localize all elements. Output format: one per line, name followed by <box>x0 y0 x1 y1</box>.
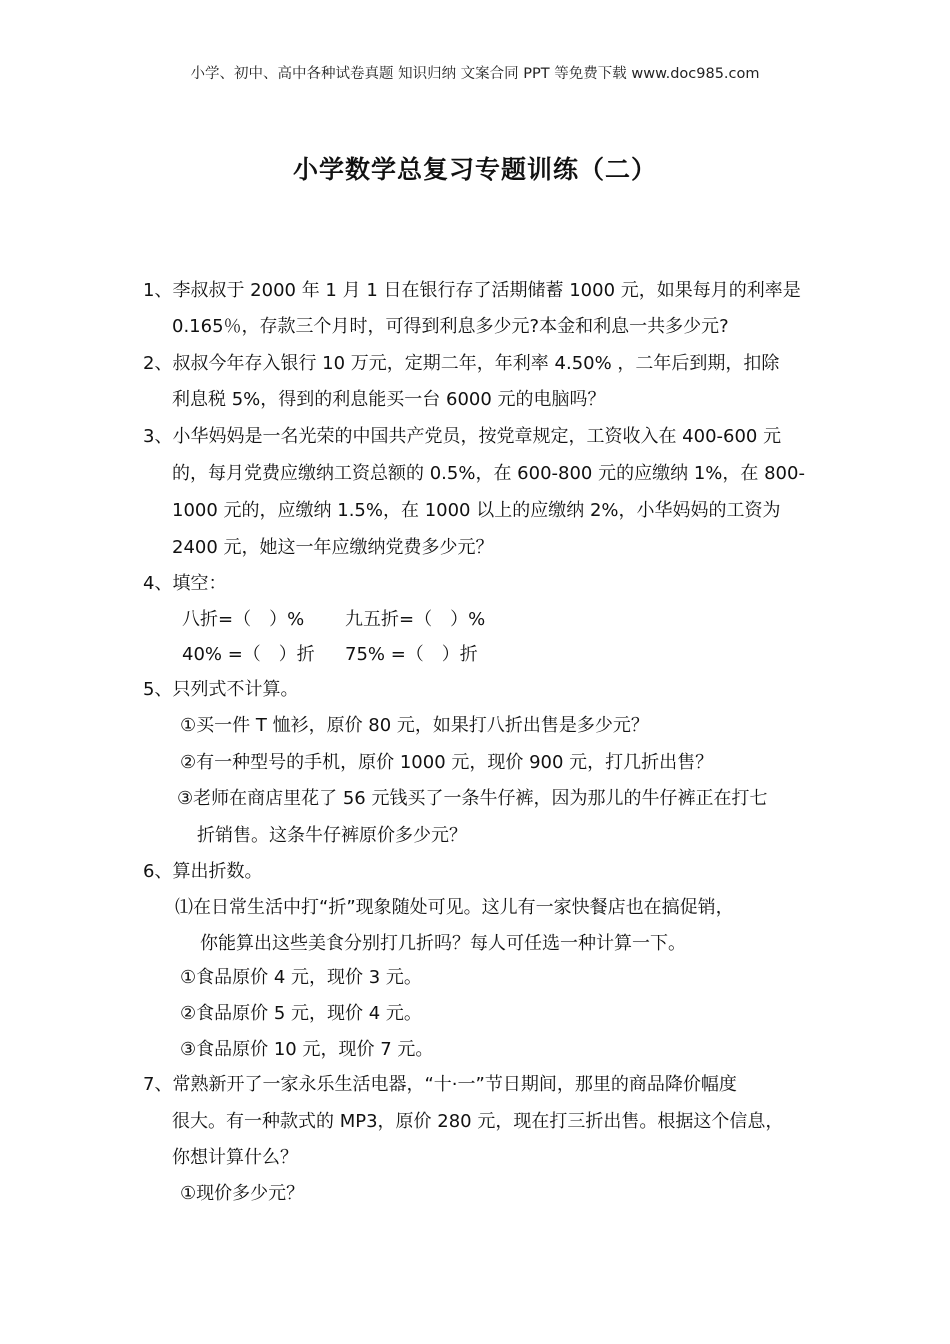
question-3-line-3: 1000 元的，应缴纳 1.5%，在 1000 以上的应缴纳 2%，小华妈妈的工资为 <box>172 500 781 521</box>
question-1 <box>143 279 801 303</box>
question-5-item-1: ①买一件 T 恤衫，原价 80 元，如果打八折出售是多少元？ <box>180 715 649 736</box>
question-3-line-2: 的，每月党费应缴纳工资总额的 0.5%，在 600-800 元的应缴纳 1%，在 800- <box>172 463 805 484</box>
question-text: 李叔叔于 2000 年 1 月 1 日在银行存了活期储蓄 1000 元，如果每月的利率是 <box>172 280 801 301</box>
question-6-intro: ⑴在日常生活中打“折”现象随处可见。这儿有一家快餐店也在搞促销， <box>175 897 734 918</box>
fill-blank-3: 40% =（ ）折 <box>182 644 315 665</box>
question-text: 填空： <box>172 573 227 594</box>
question-number: 2、 <box>143 353 173 374</box>
question-7-item-1: ①现价多少元？ <box>180 1183 305 1204</box>
fill-blank-2: 九五折=（ ）% <box>345 609 486 630</box>
question-7-line-3: 你想计算什么？ <box>172 1147 298 1168</box>
question-number: 3、 <box>143 426 173 447</box>
question-text: 叔叔今年存入银行 10 万元，定期二年，年利率 4.50% ，二年后到期，扣除 <box>172 353 780 374</box>
question-3 <box>143 425 781 449</box>
question-text: 只列式不计算。 <box>172 679 299 700</box>
fill-blank-1: 八折=（ ）% <box>182 609 305 630</box>
question-6-item-2: ②食品原价 5 元，现价 4 元。 <box>180 1003 422 1024</box>
question-5 <box>143 678 298 702</box>
question-5-item-3-line-2: 折销售。这条牛仔裤原价多少元？ <box>197 825 467 846</box>
question-3-line-4: 2400 元，她这一年应缴纳党费多少元？ <box>172 537 494 558</box>
question-2-line-2: 利息税 5%，得到的利息能买一台 6000 元的电脑吗？ <box>172 389 606 410</box>
question-1-line-2: 0.165％，存款三个月时，可得到利息多少元?本金和利息一共多少元? <box>172 316 729 337</box>
question-6 <box>143 860 262 884</box>
question-6-item-1: ①食品原价 4 元，现价 3 元。 <box>180 967 422 988</box>
fill-blank-4: 75% =（ ）折 <box>345 644 478 665</box>
page-header: 小学、初中、高中各种试卷真题 知识归纳 文案合同 PPT 等免费下载 www.doc985.com <box>190 66 760 82</box>
question-text: 小华妈妈是一名光荣的中国共产党员，按党章规定，工资收入在 400-600 元 <box>172 426 782 447</box>
page-title: 小学数学总复习专题训练（二） <box>292 155 657 184</box>
question-number: 4、 <box>143 573 173 594</box>
question-6-item-3: ③食品原价 10 元，现价 7 元。 <box>180 1039 434 1060</box>
question-7-line-2: 很大。有一种款式的 MP3，原价 280 元，现在打三折出售。根据这个信息， <box>172 1111 784 1132</box>
question-text: 算出折数。 <box>172 861 263 882</box>
question-text: 常熟新开了一家永乐生活电器，“十·一”节日期间，那里的商品降价幅度 <box>172 1074 737 1095</box>
question-number: 5、 <box>143 679 173 700</box>
question-5-item-2: ②有一种型号的手机，原价 1000 元，现价 900 元，打几折出售？ <box>180 752 714 773</box>
question-4 <box>143 572 226 596</box>
question-5-item-3: ③老师在商店里花了 56 元钱买了一条牛仔裤，因为那儿的牛仔裤正在打七 <box>177 788 768 809</box>
question-7 <box>143 1073 737 1097</box>
question-number: 7、 <box>143 1074 173 1095</box>
question-number: 6、 <box>143 861 173 882</box>
question-2 <box>143 352 779 376</box>
question-number: 1、 <box>143 280 173 301</box>
question-6-intro-line-2: 你能算出这些美食分别打几折吗？每人可任选一种计算一下。 <box>200 933 686 954</box>
